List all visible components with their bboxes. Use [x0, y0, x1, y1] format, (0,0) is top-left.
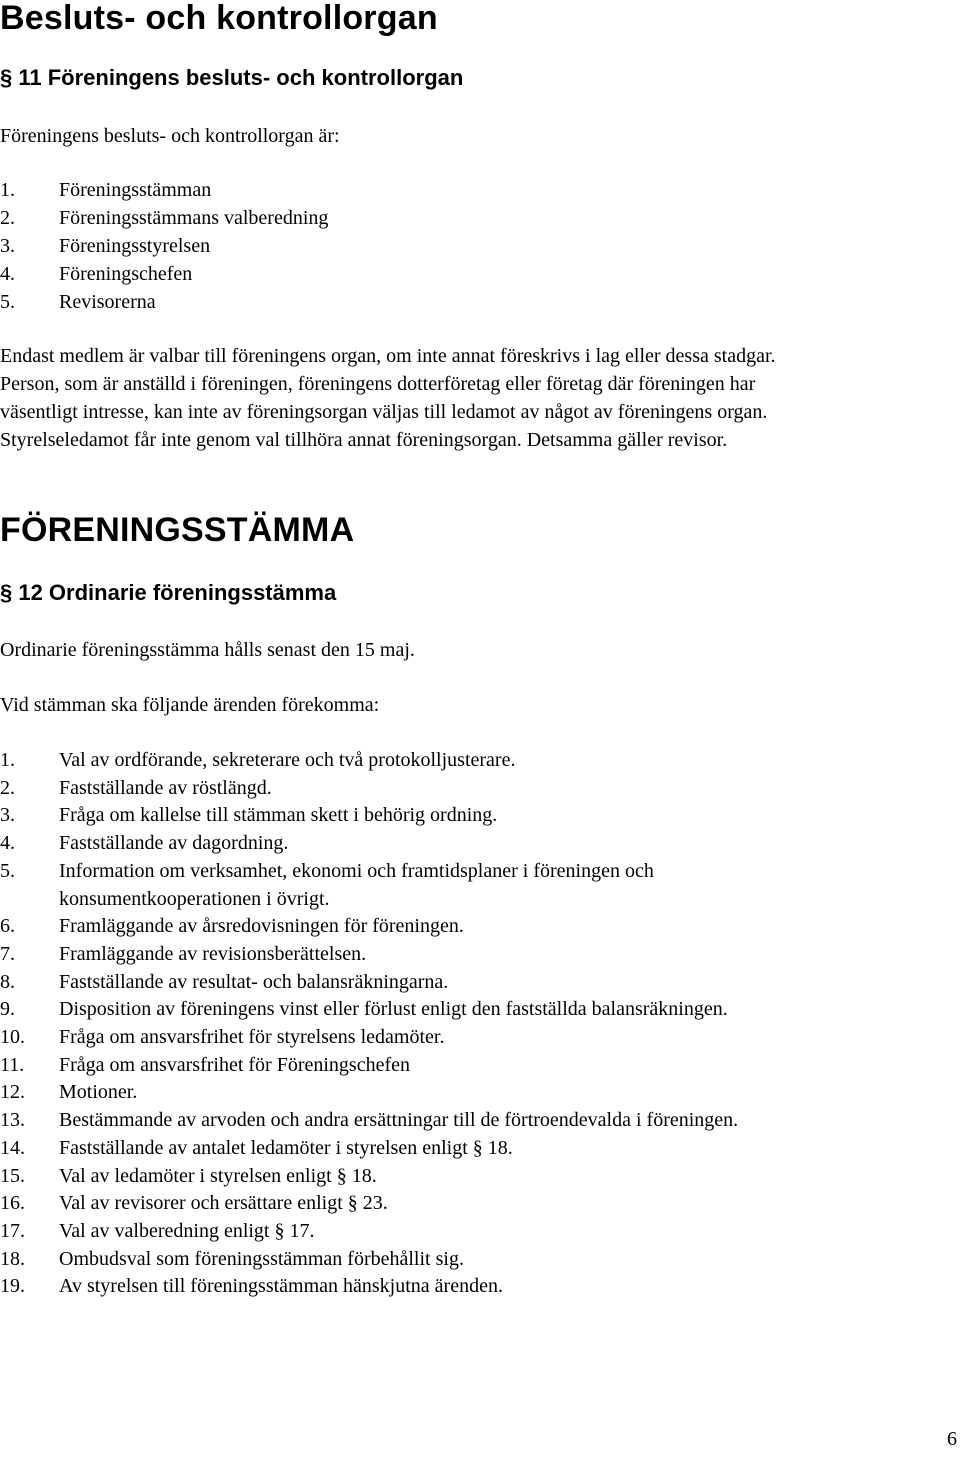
list-item-text: Bestämmande av arvoden och andra ersättningar till de förtroendevalda i föreningen. [59, 1109, 739, 1132]
list-item-number: 4. [0, 263, 15, 285]
list-item-text: Ombudsval som föreningsstämman förbehållit sig. [59, 1247, 464, 1270]
list-item-text: Av styrelsen till föreningsstämman hänskjutna ärenden. [59, 1275, 503, 1298]
list-item-text: Föreningschefen [59, 263, 193, 285]
list-item-number: 19. [0, 1275, 25, 1298]
list-item-number: 2. [0, 776, 15, 799]
section-heading-besluts: Besluts- och kontrollorgan [0, 0, 438, 37]
list-item-number: 10. [0, 1026, 25, 1048]
paragraph-line: Endast medlem är valbar till föreningens organ, om inte annat föreskrivs i lag eller dessa stadgar. [0, 345, 776, 367]
meeting-date-text: Ordinarie föreningsstämma hålls senast den 15 maj. [0, 639, 415, 661]
list-item-text: Val av valberedning enligt § 17. [59, 1219, 315, 1242]
list-item-number: 1. [0, 179, 15, 201]
paragraph-line: Styrelseledamot får inte genom val tillhöra annat föreningsorgan. Detsamma gäller revisor. [0, 429, 728, 451]
agenda-intro-text: Vid stämman ska följande ärenden förekomma: [0, 694, 380, 716]
list-item-text: Framläggande av revisionsberättelsen. [59, 942, 367, 965]
list-item-text: Fastställande av röstlängd. [59, 776, 272, 799]
list-item-text: konsumentkooperationen i övrigt. [59, 887, 330, 910]
paragraph-line: väsentligt intresse, kan inte av föreningsorgan väljas till ledamot av något av föreningens organ. [0, 401, 768, 423]
list-item-text: Val av revisorer och ersättare enligt § 23. [59, 1192, 388, 1215]
list-item-text: Fråga om ansvarsfrihet för Föreningschefen [59, 1053, 410, 1076]
list-item-text: Val av ordförande, sekreterare och två protokolljusterare. [59, 749, 516, 771]
list-item-text: Fastställande av antalet ledamöter i styrelsen enligt § 18. [59, 1136, 513, 1159]
list-item-number: 3. [0, 804, 15, 827]
list-item-number: 6. [0, 915, 15, 938]
list-item-text: Föreningsstyrelsen [59, 235, 211, 257]
list-item-number: 15. [0, 1164, 25, 1187]
list-item-text: Revisorerna [59, 291, 156, 313]
list-item-number: 9. [0, 998, 15, 1021]
paragraph-line: Person, som är anställd i föreningen, föreningens dotterföretag eller företag där föreningen har [0, 373, 756, 395]
list-item-number: 16. [0, 1192, 25, 1215]
list-item-number: 17. [0, 1219, 25, 1242]
list-item-number: 5. [0, 859, 15, 882]
list-item-number: 5. [0, 291, 15, 313]
list-item-text: Fråga om kallelse till stämman skett i behörig ordning. [59, 804, 498, 827]
list-item-text: Framläggande av årsredovisningen för föreningen. [59, 915, 464, 938]
list-item-text: Föreningsstämmans valberedning [59, 207, 329, 229]
list-item-number: 18. [0, 1247, 25, 1270]
section-heading-foreningsstamma: FÖRENINGSSTÄMMA [0, 511, 355, 549]
paragraph-heading-11: § 11 Föreningens besluts- och kontrollorgan [0, 65, 464, 90]
list-item-text: Fråga om ansvarsfrihet för styrelsens ledamöter. [59, 1026, 445, 1048]
list-item-text: Föreningsstämman [59, 179, 212, 201]
list-item-number: 3. [0, 235, 15, 257]
list-item-number: 13. [0, 1109, 25, 1132]
list-item-number: 2. [0, 207, 15, 229]
list-item-number: 11. [0, 1053, 25, 1076]
list-item-number: 12. [0, 1081, 25, 1104]
list-item-number: 1. [0, 749, 15, 771]
list-item-text: Val av ledamöter i styrelsen enligt § 18. [59, 1164, 377, 1187]
list-item-number: 4. [0, 832, 15, 855]
list-item-number: 8. [0, 970, 15, 993]
list-item-text: Motioner. [59, 1081, 138, 1104]
page-number: 6 [947, 1428, 957, 1450]
list-item-text: Fastställande av dagordning. [59, 832, 289, 855]
list-item-number: 7. [0, 942, 15, 965]
list-item-text: Disposition av föreningens vinst eller förlust enligt den fastställda balansräkningen. [59, 998, 728, 1021]
list-item-number: 14. [0, 1136, 25, 1159]
list-item-text: Information om verksamhet, ekonomi och framtidsplaner i föreningen och [59, 859, 654, 882]
paragraph-heading-12: § 12 Ordinarie föreningsstämma [0, 580, 337, 605]
list-item-text: Fastställande av resultat- och balansräkningarna. [59, 970, 449, 993]
intro-text: Föreningens besluts- och kontrollorgan är: [0, 125, 340, 147]
